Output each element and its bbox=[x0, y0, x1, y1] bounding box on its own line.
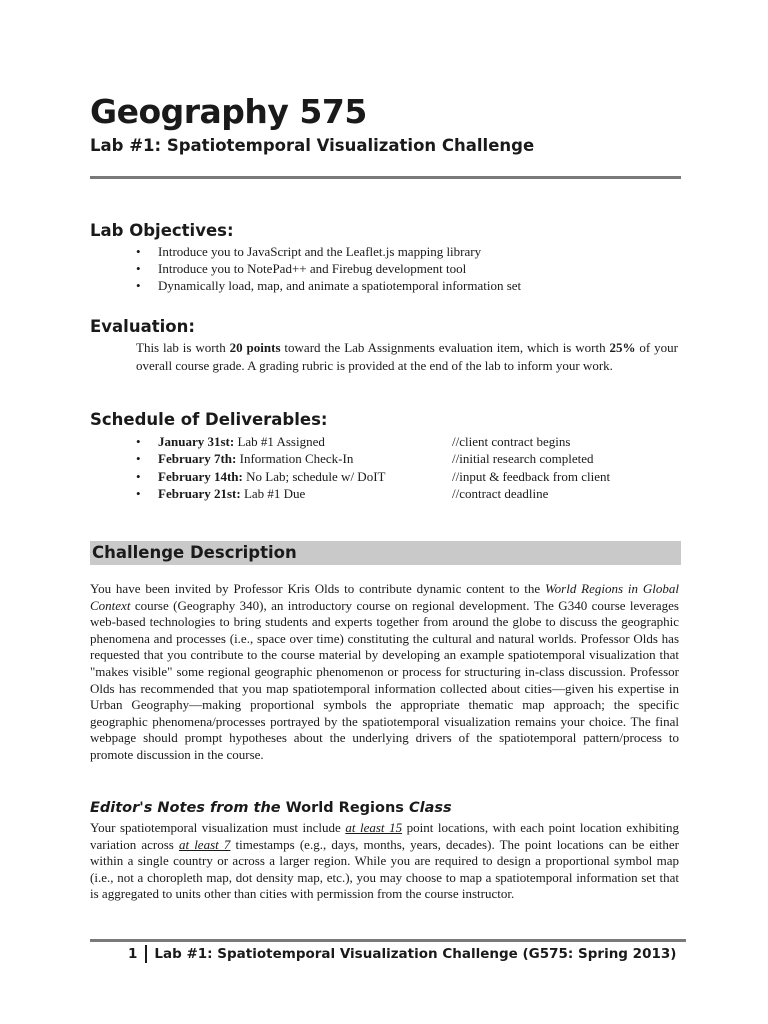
editors-notes-text-part: timestamps (e.g., days, months, years, decades). The point locations can be either within a single country or across a larger region. While you are required to design a proportional symbol map (i.e., not a choropleth map, dot density map, etc.), you may choose to map a spatiotemporal information set that is aggregated to units other than cities with permission from the course instructor. bbox=[90, 836, 679, 902]
objectives-list bbox=[136, 243, 521, 294]
schedule-comment: //client contract begins bbox=[452, 434, 571, 449]
evaluation-text-part: toward the Lab Assignments evaluation item, which is worth bbox=[280, 340, 610, 355]
list-item: • Introduce you to JavaScript and the Leaflet.js mapping library bbox=[136, 243, 521, 260]
editors-notes-heading-part: Editor's Notes from the bbox=[90, 800, 286, 816]
editors-notes-text-part: point locations, with each point location exhibiting variation across bbox=[90, 820, 679, 852]
page-number: 1 bbox=[128, 946, 138, 962]
evaluation-text-part: of your overall course grade. A grading rubric is provided at the end of the lab to inform your work. bbox=[136, 340, 678, 373]
evaluation-text bbox=[136, 339, 678, 374]
page-footer bbox=[128, 944, 676, 964]
objectives-heading: Lab Objectives: bbox=[90, 221, 234, 240]
challenge-text-part: course (Geography 340), an introductory course on regional development. The G340 course leverages web-based technologies to bring students and experts together from around the globe to discuss the geographic phenomena and processes (i.e., space over time) constituting the cultural and natural worlds. Professor Olds has requested that you contribute to the course material by developing an example spatiotemporal visualization that "makes visible" some regional geographic phenomenon or process for structuring in-class discussion. Professor Olds has recommended that you map spatiotemporal information collected about cities—given his expertise in Urban Geography—making proportional symbols the appropriate thematic map approach; the specific geographic phenomena/processes portrayed by the spatiotemporal visualization remains your choice. The final webpage should prompt hypotheses about the underlying drivers of the spatiotemporal pattern/process to promote discussion in the course. bbox=[90, 597, 679, 762]
schedule-item bbox=[136, 433, 681, 450]
schedule-item bbox=[136, 468, 681, 485]
editors-notes-heading bbox=[90, 798, 452, 818]
evaluation-points: 20 points bbox=[229, 340, 281, 355]
challenge-banner bbox=[90, 541, 681, 565]
footer-text: Lab #1: Spatiotemporal Visualization Challenge (G575: Spring 2013) bbox=[154, 946, 677, 962]
schedule-date: January 31st: bbox=[158, 434, 235, 449]
schedule-list bbox=[136, 433, 681, 502]
schedule-date: February 21st: bbox=[158, 485, 241, 501]
list-item: • Dynamically load, map, and animate a spatiotemporal information set bbox=[136, 277, 521, 294]
evaluation-text-part: This lab is worth bbox=[136, 340, 230, 355]
header-divider bbox=[90, 176, 681, 179]
schedule-task: No Lab; schedule w/ DoIT bbox=[242, 468, 386, 484]
schedule-date: February 7th: bbox=[158, 451, 237, 467]
challenge-text-part: You have been invited by Professor Kris Olds to contribute dynamic content to the bbox=[90, 581, 546, 596]
editors-notes-text-part: Your spatiotemporal visualization must include bbox=[90, 820, 346, 835]
schedule-date: February 14th: bbox=[158, 468, 243, 484]
schedule-item bbox=[136, 485, 681, 502]
requirement-timestamps: at least 7 bbox=[178, 836, 231, 852]
schedule-comment: //input & feedback from client bbox=[452, 468, 611, 484]
footer-divider bbox=[90, 939, 686, 942]
schedule-task: Information Check-In bbox=[236, 451, 354, 467]
page-title: Geography 575 bbox=[90, 92, 367, 131]
list-item: • Introduce you to NotePad++ and Firebug development tool bbox=[136, 260, 521, 277]
course-title: World Regions in Global Context bbox=[90, 581, 679, 613]
schedule-task: Lab #1 Assigned bbox=[234, 434, 325, 449]
page-subtitle: Lab #1: Spatiotemporal Visualization Challenge bbox=[90, 136, 535, 155]
editors-notes-heading-part: World Regions bbox=[285, 800, 404, 816]
editors-notes-heading-part: Class bbox=[403, 800, 452, 816]
requirement-points: at least 15 bbox=[345, 820, 403, 835]
evaluation-heading: Evaluation: bbox=[90, 317, 195, 336]
schedule-item bbox=[136, 450, 681, 467]
challenge-heading: Challenge Description bbox=[92, 543, 297, 562]
evaluation-percent: 25% bbox=[609, 340, 636, 355]
schedule-task: Lab #1 Due bbox=[240, 485, 306, 501]
footer-separator bbox=[145, 945, 147, 963]
challenge-paragraph bbox=[90, 581, 679, 764]
editors-notes-paragraph bbox=[90, 820, 679, 903]
schedule-comment: //initial research completed bbox=[452, 451, 594, 467]
schedule-comment: //contract deadline bbox=[452, 485, 549, 501]
schedule-heading: Schedule of Deliverables: bbox=[90, 410, 328, 429]
